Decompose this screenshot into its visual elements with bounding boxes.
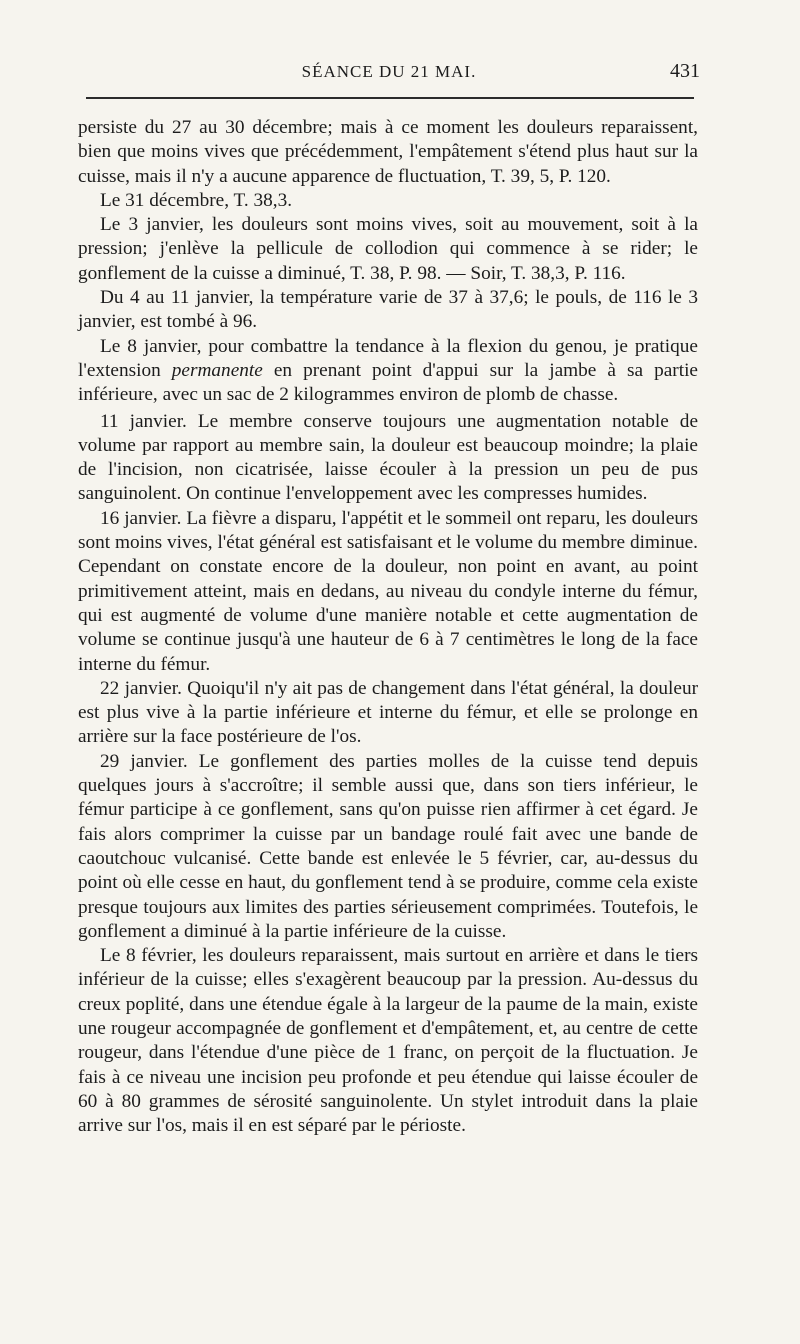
paragraph: Du 4 au 11 janvier, la température varie de 37 à 37,6; le pouls, de 116 le 3 janvier, est tombé à 96. — [78, 287, 698, 333]
page-header — [78, 62, 700, 86]
paragraph: Le 8 février, les douleurs reparaissent, mais surtout en arrière et dans le tiers inférieur de la cuisse; elles s'exagèrent beaucoup par la pression. Au-dessus du creux poplité, dans une étendue égale à la largeur de la paume de la main, existe une rougeur accompagnée de gonflement et d'empâtement, et, au centre de cette rougeur, dans l'étendue d'une pièce de 1 franc, on perçoit de la fluctuation. Je fais à ce niveau une incision peu profonde et peu étendue qui laisse écouler de 60 à 80 grammes de sérosité sanguinolente. Un stylet introduit dans la plaie arrive sur l'os, mais il en est séparé par le périoste. — [78, 945, 698, 1137]
running-head: SÉANCE DU 21 MAI. — [301, 62, 477, 81]
paragraph — [78, 335, 698, 408]
paragraph: 16 janvier. La fièvre a disparu, l'appétit et le sommeil ont reparu, les douleurs sont moins vives, l'état général est satisfaisant et le volume du membre diminue. Cependant on constate encore de la douleur, non point en avant, au point primitivement atteint, mais en dedans, au niveau du condyle interne du fémur, qui est augmenté de volume d'une manière notable et cette augmentation de volume se continue jusqu'à une hauteur de 6 à 7 centimètres le long de la face interne du fémur. — [78, 507, 698, 675]
paragraph: 29 janvier. Le gonflement des parties molles de la cuisse tend depuis quelques jours à s'accroître; il semble aussi que, dans son tiers inférieur, le fémur participe à ce gonflement, sans qu'on puisse rien affirmer à cet égard. Je fais alors comprimer la cuisse par un bandage roulé fait avec une bande de caoutchouc vulcanisé. Cette bande est enlevée le 5 février, car, au-dessus du point où elle cesse en haut, du gonflement tend à se produire, comme cela existe presque toujours aux limites des parties sérieusement comprimées. Toutefois, le gonflement a diminué à la partie inférieure de la cuisse. — [78, 750, 698, 942]
paragraph-text: en prenant point d'appui sur la jambe à sa partie inférieure, avec un sac de 2 kilogrammes environ de plomb de chasse. — [78, 359, 698, 406]
paragraph: 22 janvier. Quoiqu'il n'y ait pas de changement dans l'état général, la douleur est plus vive à la partie inférieure et interne du fémur, et elle se prolonge en arrière sur la face postérieure de l'os. — [78, 677, 698, 748]
paragraph: 11 janvier. Le membre conserve toujours une augmentation notable de volume par rapport au membre sain, la douleur est beaucoup moindre; la plaie de l'incision, non cicatrisée, laisse écouler à la pression un peu de pus sanguinolent. On continue l'enveloppement avec les compresses humides. — [78, 410, 698, 505]
paragraph: persiste du 27 au 30 décembre; mais à ce moment les douleurs reparaissent, bien que moins vives que précédemment, l'empâtement s'étend plus haut sur la cuisse, mais il n'y a aucune apparence de fluctuation, T. 39, 5, P. 120. — [78, 117, 698, 187]
paragraph: Le 31 décembre, T. 38,3. — [100, 189, 293, 211]
body-text — [78, 116, 698, 1138]
page-number: 431 — [670, 60, 700, 82]
paragraph: Le 3 janvier, les douleurs sont moins vives, soit au mouvement, soit à la pression; j'enlève la pellicule de collodion qui commence à se rider; le gonflement de la cuisse a diminué, T. 38, P. 98. — Soir, T. 38,3, P. 116. — [78, 214, 698, 284]
emphasis-text: permanente — [171, 359, 263, 381]
header-rule — [86, 97, 694, 99]
paragraph-text: Le 8 janvier, pour combattre la tendance à la flexion du genou, je pratique l'extension — [78, 335, 698, 381]
